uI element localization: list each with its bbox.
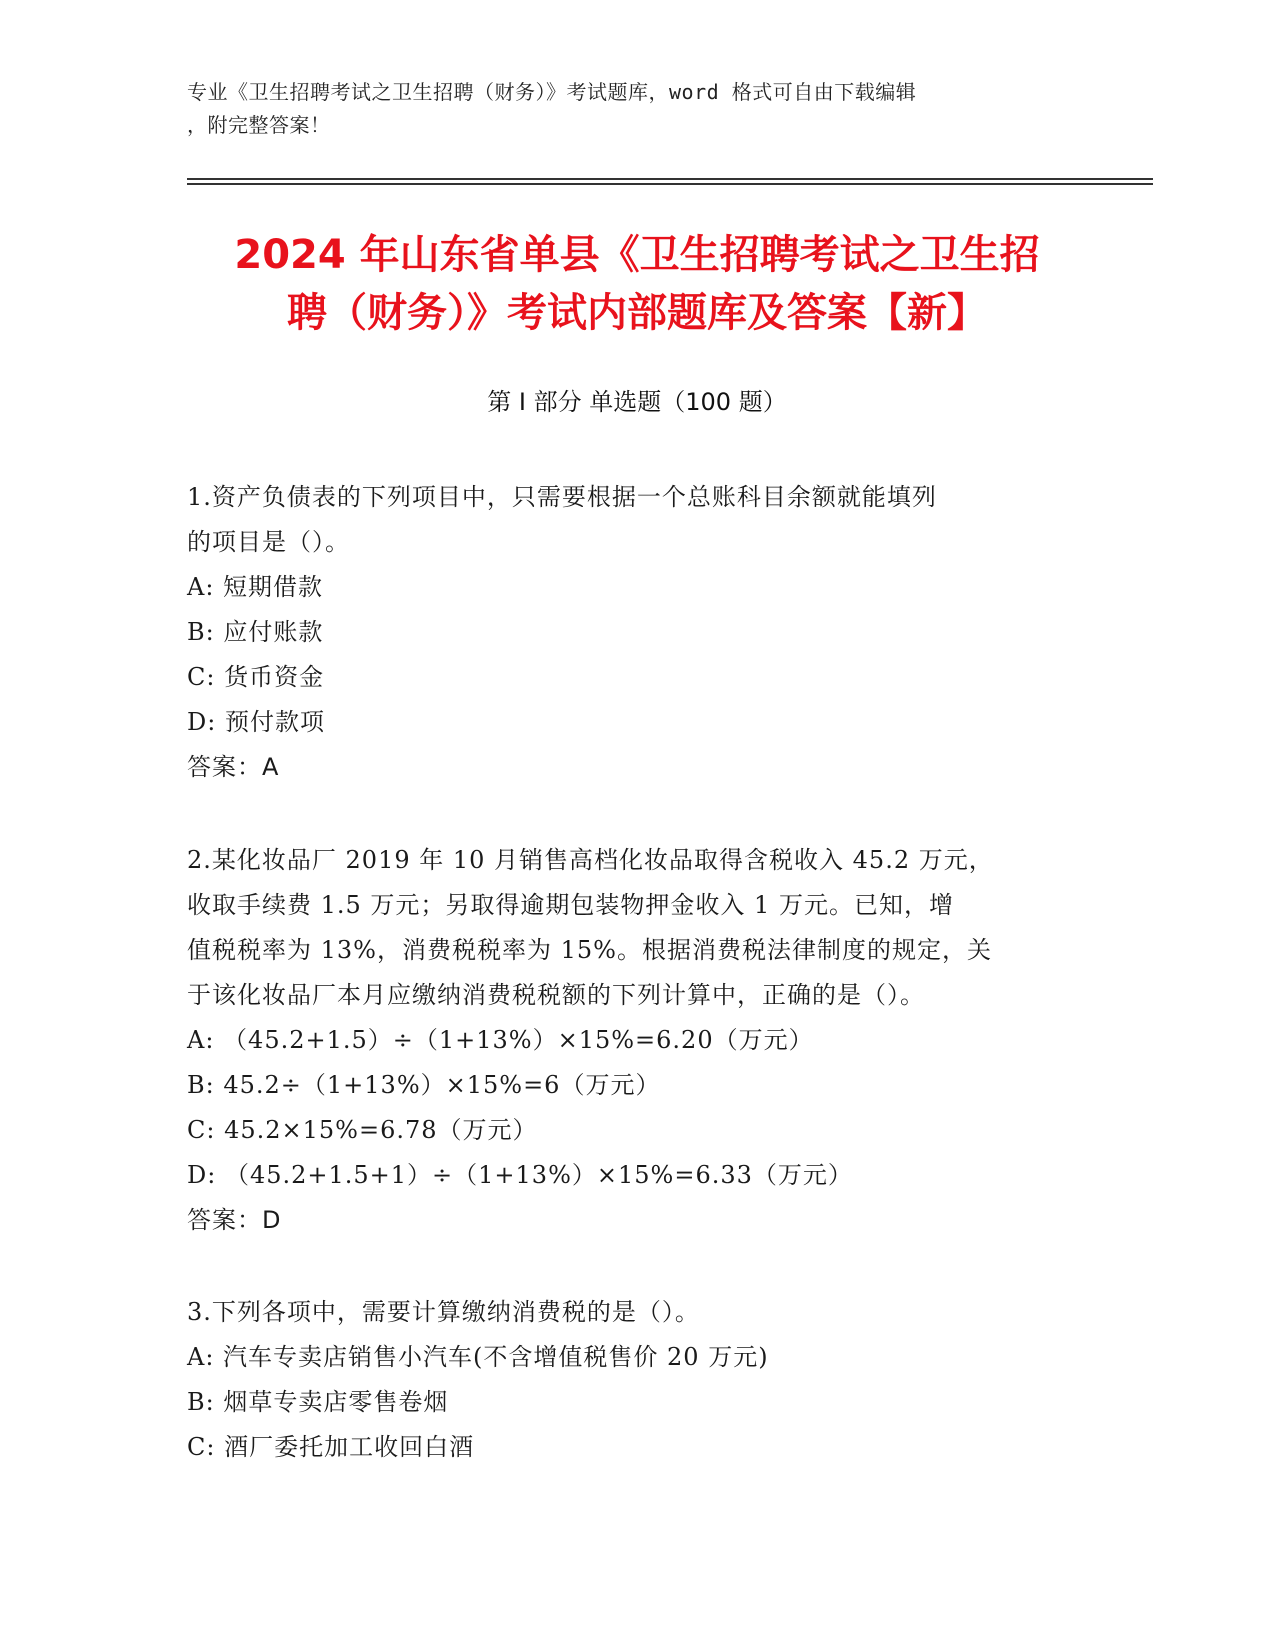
question-block: [187, 1290, 1087, 1470]
header-divider: [187, 178, 1153, 180]
option-b: B: 45.2÷（1+13%）×15%=6（万元）: [187, 1071, 661, 1099]
option-c: C: 货币资金: [187, 663, 325, 691]
question-stem: 2.某化妆品厂 2019 年 10 月销售高档化妆品取得含税收入 45.2 万元，: [187, 846, 994, 874]
document-title-line: 2024 年山东省单县《卫生招聘考试之卫生招: [234, 232, 1040, 278]
answer: 答案：A: [187, 753, 280, 781]
answer: 答案：D: [187, 1206, 282, 1234]
option-d: D: 预付款项: [187, 708, 325, 736]
option-a: A: 短期借款: [187, 573, 324, 601]
header-divider: [187, 183, 1153, 185]
question-stem: 于该化妆品厂本月应缴纳消费税税额的下列计算中，正确的是（）。: [187, 981, 925, 1009]
option-b: B: 烟草专卖店零售卷烟: [187, 1388, 449, 1416]
document-title-line: 聘（财务）》考试内部题库及答案【新】: [287, 290, 987, 336]
option-d: D: （45.2+1.5+1）÷（1+13%）×15%=6.33（万元）: [187, 1161, 853, 1189]
header-note: [187, 76, 1087, 142]
document-title: [187, 226, 1087, 342]
question-stem: 3.下列各项中，需要计算缴纳消费税的是（）。: [187, 1298, 700, 1326]
option-c: C: 酒厂委托加工收回白酒: [187, 1433, 475, 1461]
question-stem: 1.资产负债表的下列项目中，只需要根据一个总账科目余额就能填列: [187, 483, 937, 511]
option-a: A: 汽车专卖店销售小汽车(不含增值税售价 20 万元): [187, 1343, 769, 1371]
header-note-line: ，附完整答案！: [187, 113, 331, 137]
question-stem: 值税税率为 13%，消费税税率为 15%。根据消费税法律制度的规定，关: [187, 936, 992, 964]
question-block: [187, 475, 1087, 790]
option-c: C: 45.2×15%=6.78（万元）: [187, 1116, 538, 1144]
section-heading: 第 I 部分 单选题（100 题）: [487, 388, 787, 416]
question-stem: 收取手续费 1.5 万元；另取得逾期包装物押金收入 1 万元。已知，增: [187, 891, 954, 919]
header-note-line: 专业《卫生招聘考试之卫生招聘（财务）》考试题库，word 格式可自由下载编辑: [187, 80, 917, 104]
option-b: B: 应付账款: [187, 618, 324, 646]
question-block: [187, 838, 1087, 1243]
option-a: A: （45.2+1.5）÷（1+13%）×15%=6.20（万元）: [187, 1026, 814, 1054]
question-stem: 的项目是（）。: [187, 528, 350, 556]
